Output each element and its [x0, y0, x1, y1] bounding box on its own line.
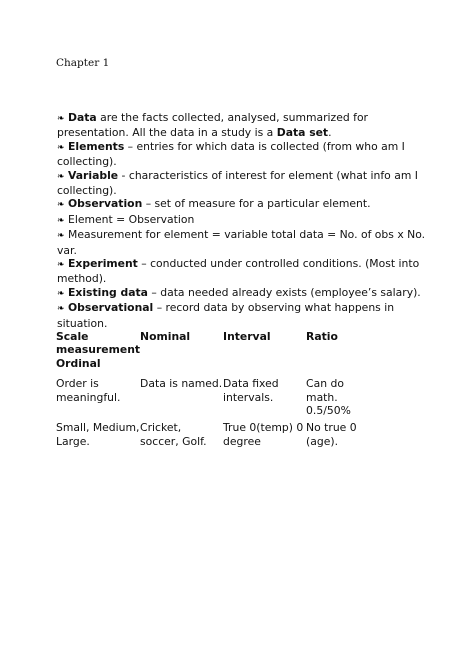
list-item [57, 140, 427, 169]
table-row [56, 370, 376, 417]
table-row [56, 417, 376, 448]
term: Data set [276, 126, 329, 140]
leaf-bullet-icon: ❧ [57, 142, 65, 153]
chapter-heading: Chapter 1 [56, 57, 110, 69]
table-cell: Small, Medium, Large. [56, 421, 140, 448]
leaf-bullet-icon: ❧ [57, 215, 65, 226]
term: Variable [68, 168, 119, 182]
scale-table [56, 330, 376, 448]
list-item [57, 286, 427, 301]
term: Data [68, 111, 97, 124]
term: Observational [68, 301, 154, 315]
list-item [57, 197, 427, 212]
table-cell: Order is meaningful. [56, 377, 121, 404]
column-header: Interval [223, 330, 271, 343]
table-header-row [56, 330, 376, 370]
table-cell: No true 0 (age). [306, 421, 357, 448]
definition: – conducted under controlled conditions. (Most into method). [57, 257, 420, 286]
definition-tail: . [328, 126, 332, 140]
definition: are the facts collected, analysed, summarized for presentation. All the data in a study is a [57, 111, 368, 140]
table-cell: Data is named. [140, 377, 223, 391]
leaf-bullet-icon: ❧ [57, 288, 65, 299]
definition: Element = Observation [68, 212, 195, 226]
list-item [57, 257, 427, 286]
list-item [57, 301, 427, 330]
leaf-bullet-icon: ❧ [57, 171, 65, 182]
definition: Measurement for element = variable total data = No. of obs x No. var. [57, 228, 426, 257]
table-cell: True 0(temp) 0 degree [223, 421, 304, 448]
column-header: Ratio [306, 330, 338, 343]
list-item [57, 228, 427, 257]
column-header: Scale measurement Ordinal [56, 330, 141, 370]
term: Elements [68, 139, 125, 153]
leaf-bullet-icon: ❧ [57, 304, 65, 315]
list-item [57, 213, 427, 228]
term: Observation [68, 197, 143, 211]
leaf-bullet-icon: ❧ [57, 260, 65, 271]
term: Experiment [68, 257, 138, 271]
list-item [57, 169, 427, 198]
definition: - characteristics of interest for element (what info am I collecting). [57, 168, 418, 198]
definition: – record data by observing what happens in situation. [57, 301, 395, 330]
leaf-bullet-icon: ❧ [57, 200, 65, 211]
definition: – entries for which data is collected (from who am I collecting). [57, 139, 405, 169]
definition: – data needed already exists (employee’s salary). [147, 285, 421, 299]
table-cell: Can do math. 0.5/50% [306, 377, 351, 418]
table-cell: Cricket, soccer, Golf. [140, 421, 207, 448]
leaf-bullet-icon: ❧ [57, 231, 65, 242]
leaf-bullet-icon: ❧ [57, 114, 65, 124]
list-item [57, 111, 427, 140]
definitions-list [57, 111, 427, 330]
definition: – set of measure for a particular element. [142, 197, 371, 211]
table-cell: Data fixed intervals. [223, 377, 279, 404]
term: Existing data [68, 285, 148, 299]
column-header: Nominal [140, 330, 191, 343]
